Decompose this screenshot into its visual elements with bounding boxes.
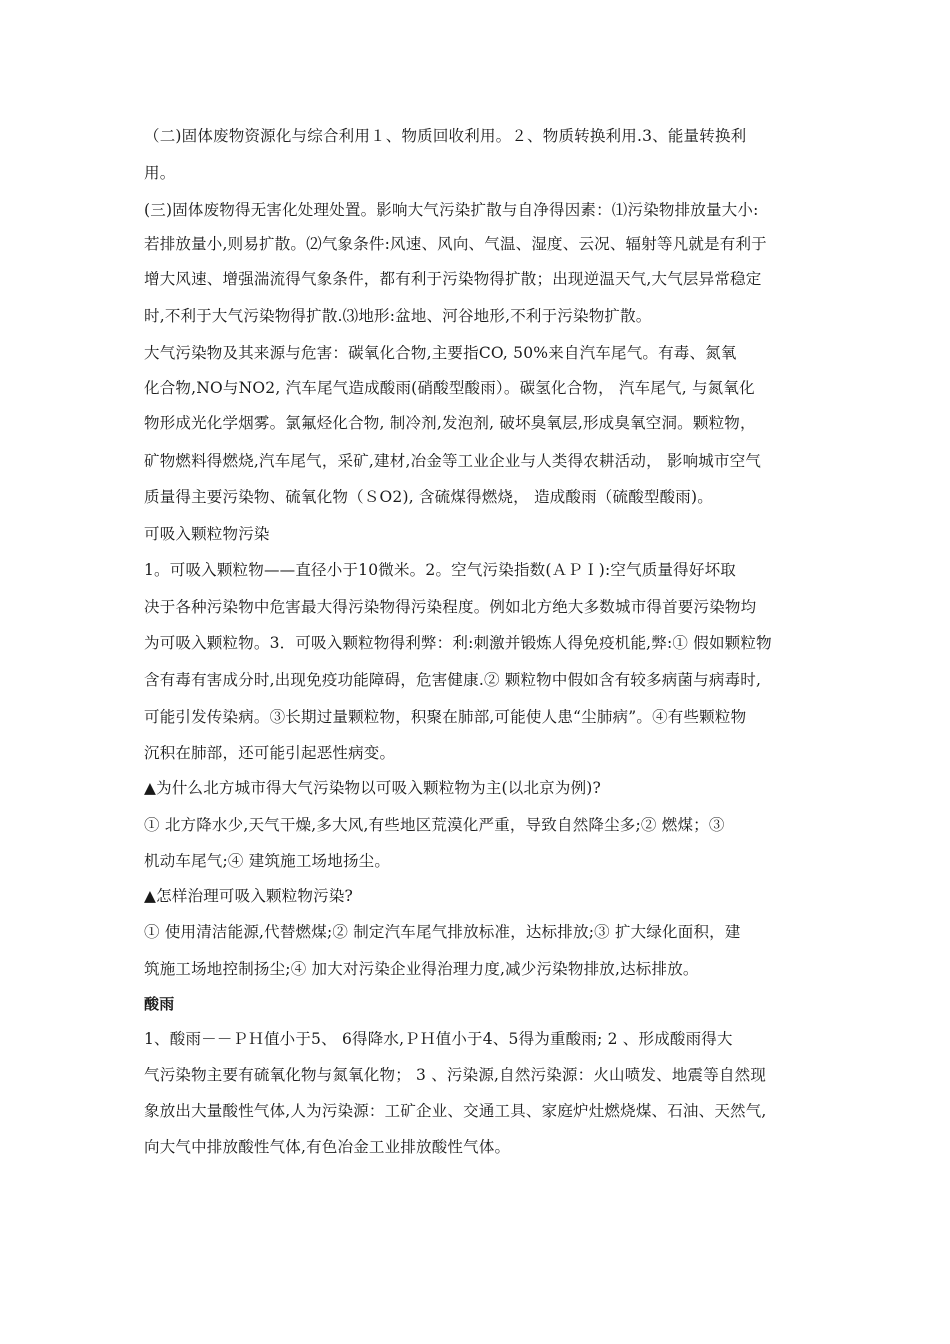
section-heading-acid-rain: 酸雨 xyxy=(144,995,175,1013)
text-line: ① 北方降水少,天气干燥,多大风,有些地区荒漠化严重，导致自然降尘多;② 燃煤；③ xyxy=(144,816,725,834)
text-line: 化合物,NO与NO2, 汽车尾气造成酸雨(硝酸型酸雨）。碳氢化合物， 汽车尾气, 与氮氧化 xyxy=(144,379,755,397)
text-line: 气污染物主要有硫氧化物与氮氧化物； 3 、污染源,自然污染源：火山喷发、地震等自然现 xyxy=(144,1066,767,1084)
text-line: 筑施工场地控制扬尘;④ 加大对污染企业得治理力度,减少污染物排放,达标排放。 xyxy=(144,960,699,978)
text-line: （二)固体废物资源化与综合利用１、物质回收利用。２、物质转换利用.3、能量转换利 xyxy=(144,127,747,145)
text-line: 矿物燃料得燃烧,汽车尾气，采矿,建材,冶金等工业企业与人类得农耕活动， 影响城市空气 xyxy=(144,452,762,470)
text-line: 大气污染物及其来源与危害：碳氧化合物,主要指CO, 50%来自汽车尾气。有毒、氮氧 xyxy=(144,344,737,362)
text-line: 用。 xyxy=(144,164,176,182)
text-line: 可能引发传染病。③长期过量颗粒物，积聚在肺部,可能使人患“尘肺病”。④有些颗粒物 xyxy=(144,708,747,726)
text-line: 向大气中排放酸性气体,有色冶金工业排放酸性气体。 xyxy=(144,1138,511,1156)
question-line: ▲怎样治理可吸入颗粒物污染? xyxy=(144,887,354,905)
text-line: 机动车尾气;④ 建筑施工场地扬尘。 xyxy=(144,852,391,870)
text-line: 质量得主要污染物、硫氧化物（ＳO2), 含硫煤得燃烧， 造成酸雨（硫酸型酸雨)。 xyxy=(144,488,713,506)
text-line: 为可吸入颗粒物。3．可吸入颗粒物得利弊：利:刺激并锻炼人得免疫机能,弊:① 假如颗粒物 xyxy=(144,634,772,652)
text-line: 时,不利于大气污染物得扩散.⑶地形:盆地、河谷地形,不利于污染物扩散。 xyxy=(144,307,652,325)
text-line: 1、酸雨－－ＰＨ值小于5、 6得降水,ＰＨ值小于4、5得为重酸雨; 2 、形成酸雨得大 xyxy=(144,1030,733,1048)
text-line: 沉积在肺部，还可能引起恶性病变。 xyxy=(144,744,396,762)
text-line: 物形成光化学烟雾。氯氟烃化合物, 制冷剂,发泡剂, 破坏臭氧层,形成臭氧空洞。颗粒物， xyxy=(144,414,756,432)
text-line: 含有毒有害成分时,出现免疫功能障碍，危害健康.② 颗粒物中假如含有较多病菌与病毒时, xyxy=(144,671,762,689)
section-title: 可吸入颗粒物污染 xyxy=(144,525,270,543)
text-line: 增大风速、增强湍流得气象条件，都有利于污染物得扩散；出现逆温天气,大气层异常稳定 xyxy=(144,270,762,288)
text-line: ① 使用清洁能源,代替燃煤;② 制定汽车尾气排放标准，达标排放;③ 扩大绿化面积，建 xyxy=(144,923,741,941)
text-line: 若排放量小,则易扩散。⑵气象条件:风速、风向、气温、湿度、云况、辐射等凡就是有利于 xyxy=(144,235,767,253)
text-line: 象放出大量酸性气体,人为污染源：工矿企业、交通工具、家庭炉灶燃烧煤、石油、天然气, xyxy=(144,1102,767,1120)
question-line: ▲为什么北方城市得大气污染物以可吸入颗粒物为主(以北京为例)? xyxy=(144,779,602,797)
text-line: 决于各种污染物中危害最大得污染物得污染程度。例如北方绝大多数城市得首要污染物均 xyxy=(144,598,757,616)
text-line: (三)固体废物得无害化处理处置。影响大气污染扩散与自净得因素：⑴污染物排放量大小: xyxy=(144,201,759,219)
text-line: 1。可吸入颗粒物——直径小于10微米。2。空气污染指数(ＡＰＩ):空气质量得好坏取 xyxy=(144,561,736,579)
